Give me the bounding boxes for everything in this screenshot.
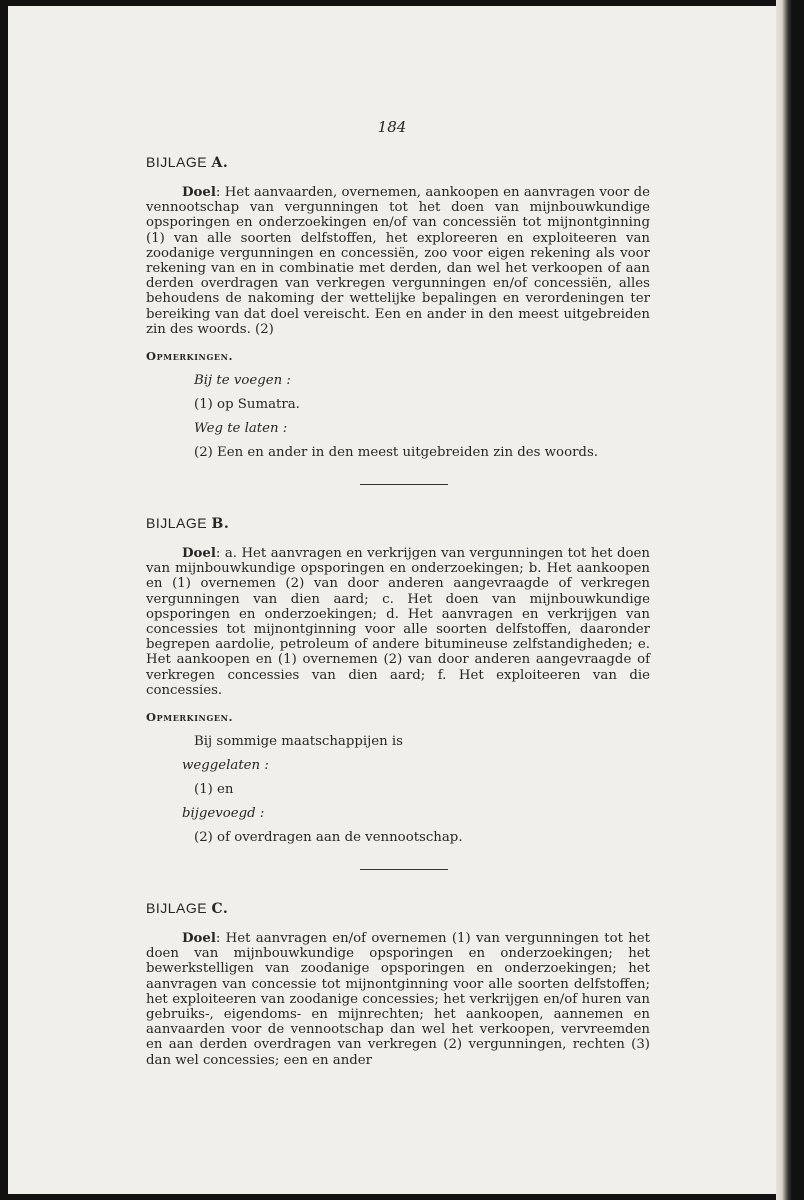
section-c-letter: C.	[211, 901, 229, 918]
section-a-remark-4: (2) Een en ander in den meest uitgebreiden zin des woords.	[194, 445, 598, 461]
section-b-doel-label: Doel	[182, 546, 216, 562]
section-a-doel-text: : Het aanvaarden, overnemen, aankoopen en aanvragen voor de vennootschap van vergunningen tot het doen van mijnbouwkundige opsporingen en onderzoekingen en/of van concessiën tot mijnontginning (1) van alle soorten delfstoffen, het exploreeren en exploiteeren van zoodanige vergunningen en concessiën, zoo voor eigen rekening als voor rekening van en in combinatie met derden, dan wel het verkoopen of aan derden overdragen van verkregen vergunningen en/of concessiën, alles behoudens de nakoming der wettelijke bepalingen en verordeningen ter bereiking van dat doel vereischt. Een en ander in den meest uitgebreiden zin des woords. (2)	[146, 185, 650, 337]
page-number: 184	[377, 118, 407, 136]
section-b-doel	[146, 546, 650, 698]
section-a-remark-1: Bij te voegen :	[194, 373, 291, 389]
section-c-heading	[146, 900, 650, 917]
section-a-remark-3: Weg te laten :	[194, 421, 288, 437]
section-divider	[360, 484, 448, 485]
section-c-doel-text: : Het aanvragen en/of overnemen (1) van vergunningen tot het doen van mijnbouwkundige opsporingen en onderzoekingen; het bewerkstelligen van zoodanige opsporingen en onderzoekingen; het aanvragen van concessie tot mijnontginning voor alle soorten delfstoffen; het exploiteeren van zoodanige concessies; het verkrijgen en/of huren van gebruiks-, eigendoms- en mijnrechten; het aankoopen, aannemen en aanvaarden voor de vennootschap dan wel het verkoopen, vervreemden en aan derden overdragen van verkregen (2) vergunningen, rechten (3) dan wel concessies; een en ander	[146, 931, 650, 1068]
section-b-remark-3: (1) en	[194, 782, 234, 798]
section-b-heading-word: BIJLAGE	[146, 515, 208, 532]
section-b-remark-1: Bij sommige maatschappijen is	[194, 734, 403, 750]
section-a-doel	[146, 185, 650, 337]
section-divider	[360, 869, 448, 870]
section-b-remark-4: bijgevoegd :	[182, 806, 265, 822]
section-b-remark-2: weggelaten :	[182, 758, 269, 774]
section-c	[146, 900, 650, 1068]
section-b-heading	[146, 515, 650, 532]
section-c-doel	[146, 931, 650, 1068]
page-content	[146, 154, 650, 1080]
book-spine-shadow	[776, 0, 804, 1200]
section-a-letter: A.	[211, 155, 229, 171]
section-c-heading-word: BIJLAGE	[146, 900, 208, 917]
section-b-letter: B.	[211, 516, 230, 533]
section-a-heading	[146, 154, 650, 171]
section-a-remarks-label: Opmerkingen.	[146, 349, 234, 364]
section-b-remarks-label: Opmerkingen.	[146, 710, 234, 725]
section-c-doel-label: Doel	[182, 931, 216, 947]
book-page	[8, 6, 776, 1194]
section-a-heading-word: BIJLAGE	[146, 154, 208, 170]
section-a-remark-2: (1) op Sumatra.	[194, 397, 300, 413]
section-b-remark-5: (2) of overdragen aan de vennootschap.	[194, 830, 463, 846]
section-a-doel-label: Doel	[182, 185, 216, 200]
section-b-doel-text: : a. Het aanvragen en verkrijgen van vergunningen tot het doen van mijnbouwkundige opsporingen en onderzoekingen; b. Het aankoopen en (1) overnemen (2) van door anderen aangevraagde of verkregen vergunningen van dien aard; c. Het doen van mijnbouwkundige opsporingen en onderzoekingen; d. Het aanvragen en verkrijgen van concessies tot mijnontginning voor alle soorten delfstoffen, daaronder begrepen aardolie, petroleum of andere bitumineuse zelfstandigheden; e. Het aankoopen en (1) overnemen (2) van door anderen aangevraagde of verkregen concessies van dien aard; f. Het exploiteeren van die concessies.	[146, 546, 650, 698]
